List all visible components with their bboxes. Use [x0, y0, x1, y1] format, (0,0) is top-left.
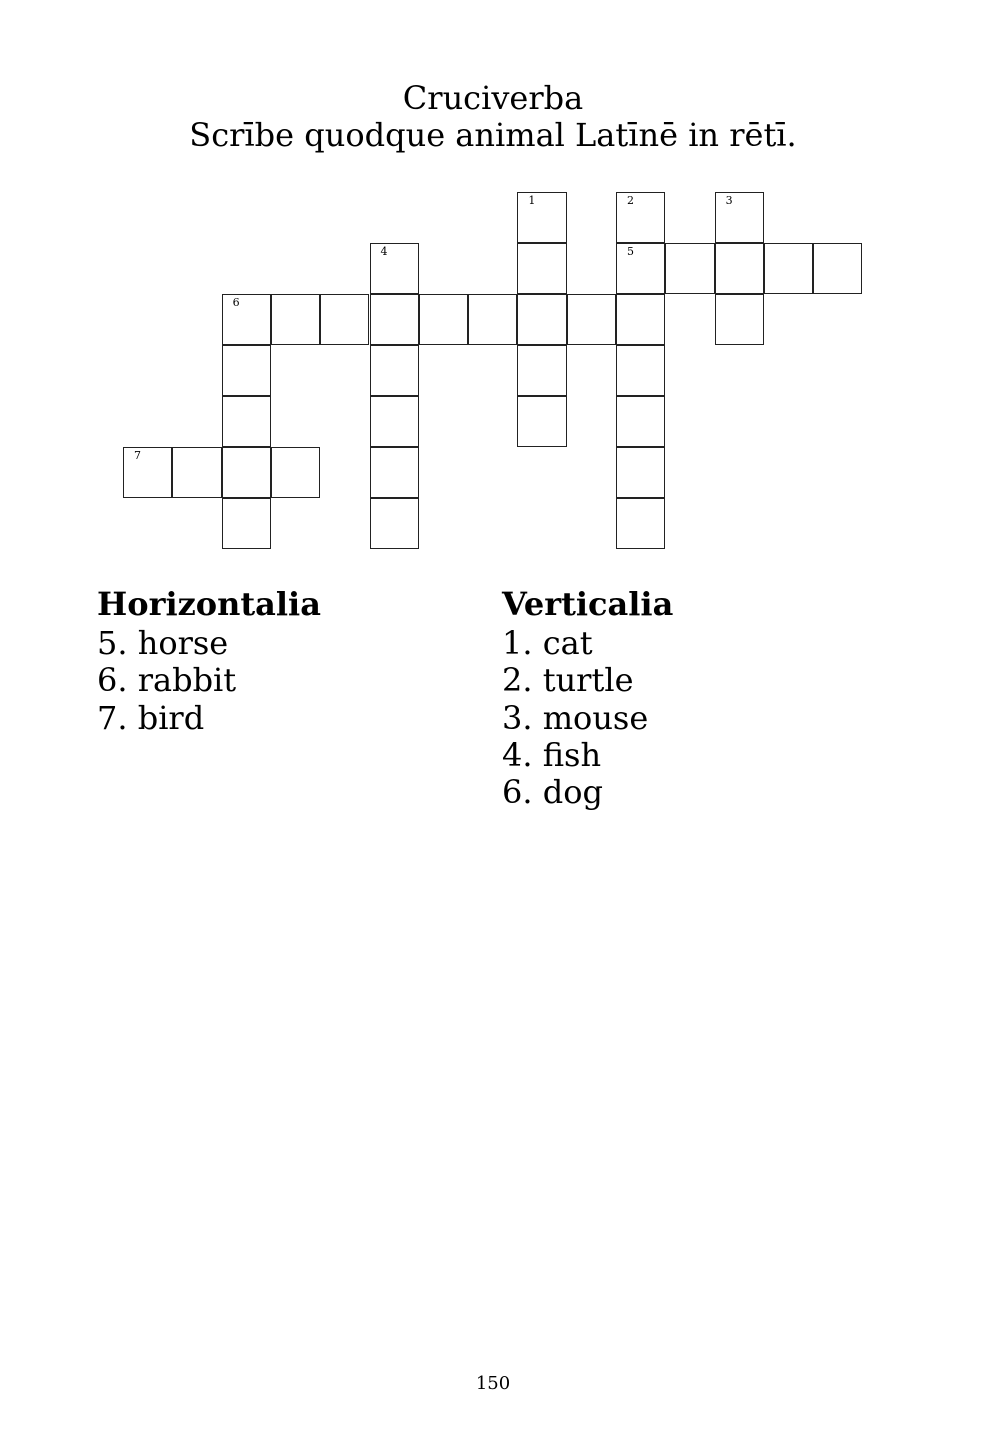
down-clue: 6. dog [502, 773, 603, 812]
page-title: Cruciverba [402, 79, 584, 117]
crossword-cell[interactable] [616, 447, 665, 498]
crossword-cell[interactable] [517, 243, 566, 294]
clue-number: 4 [380, 245, 388, 258]
instruction-text: Scrībe quodque animal Latīnē in rētī. [189, 116, 797, 154]
across-clue: 7. bird [97, 698, 205, 737]
clue-number: 7 [134, 449, 141, 462]
crossword-cell[interactable] [616, 498, 665, 549]
down-clues [502, 586, 673, 811]
across-heading: Horizontalia [97, 585, 321, 623]
down-clue: 2. turtle [502, 661, 634, 700]
crossword-cell[interactable] [616, 294, 665, 345]
crossword-cell[interactable] [616, 192, 665, 243]
crossword-cell[interactable] [370, 396, 419, 447]
crossword-cell[interactable] [222, 498, 271, 549]
crossword-cell[interactable] [517, 192, 566, 243]
down-clue: 1. cat [502, 624, 593, 662]
down-clue: 3. mouse [502, 698, 649, 737]
across-clue: 5. horse [97, 624, 229, 662]
crossword-cell[interactable] [567, 294, 616, 345]
crossword-cell[interactable] [370, 294, 419, 345]
crossword-cell[interactable] [320, 294, 369, 345]
crossword-cell[interactable] [517, 294, 566, 345]
crossword-cell[interactable] [715, 294, 764, 345]
crossword-cell[interactable] [665, 243, 714, 294]
crossword-cell[interactable] [271, 294, 320, 345]
crossword-cell[interactable] [616, 345, 665, 396]
crossword-cell[interactable] [370, 447, 419, 498]
crossword-cell[interactable] [222, 345, 271, 396]
crossword-cell[interactable] [813, 243, 862, 294]
crossword-cell[interactable] [123, 447, 172, 498]
across-clue: 6. rabbit [97, 661, 237, 700]
crossword-cell[interactable] [370, 345, 419, 396]
crossword-cell[interactable] [222, 294, 271, 345]
clue-number: 2 [627, 194, 634, 207]
crossword-cell[interactable] [616, 396, 665, 447]
clue-number: 1 [528, 194, 536, 207]
crossword-cell[interactable] [616, 243, 665, 294]
crossword-cell[interactable] [222, 447, 271, 498]
crossword-grid [0, 0, 1008, 600]
page-number: 150 [475, 1373, 511, 1394]
crossword-cell[interactable] [222, 396, 271, 447]
clue-number: 5 [627, 245, 634, 258]
crossword-cell[interactable] [715, 243, 764, 294]
down-heading: Verticalia [502, 585, 674, 623]
crossword-cell[interactable] [172, 447, 221, 498]
crossword-cell[interactable] [715, 192, 764, 243]
crossword-cell[interactable] [370, 498, 419, 549]
clue-number: 3 [725, 194, 733, 207]
clue-number: 6 [232, 296, 240, 309]
crossword-cell[interactable] [764, 243, 813, 294]
crossword-cell[interactable] [517, 345, 566, 396]
crossword-cell[interactable] [370, 243, 419, 294]
down-clue: 4. fish [502, 735, 602, 774]
crossword-cell[interactable] [468, 294, 517, 345]
across-clues [97, 586, 321, 737]
crossword-cell[interactable] [517, 396, 566, 447]
crossword-cell[interactable] [419, 294, 468, 345]
crossword-cell[interactable] [271, 447, 320, 498]
